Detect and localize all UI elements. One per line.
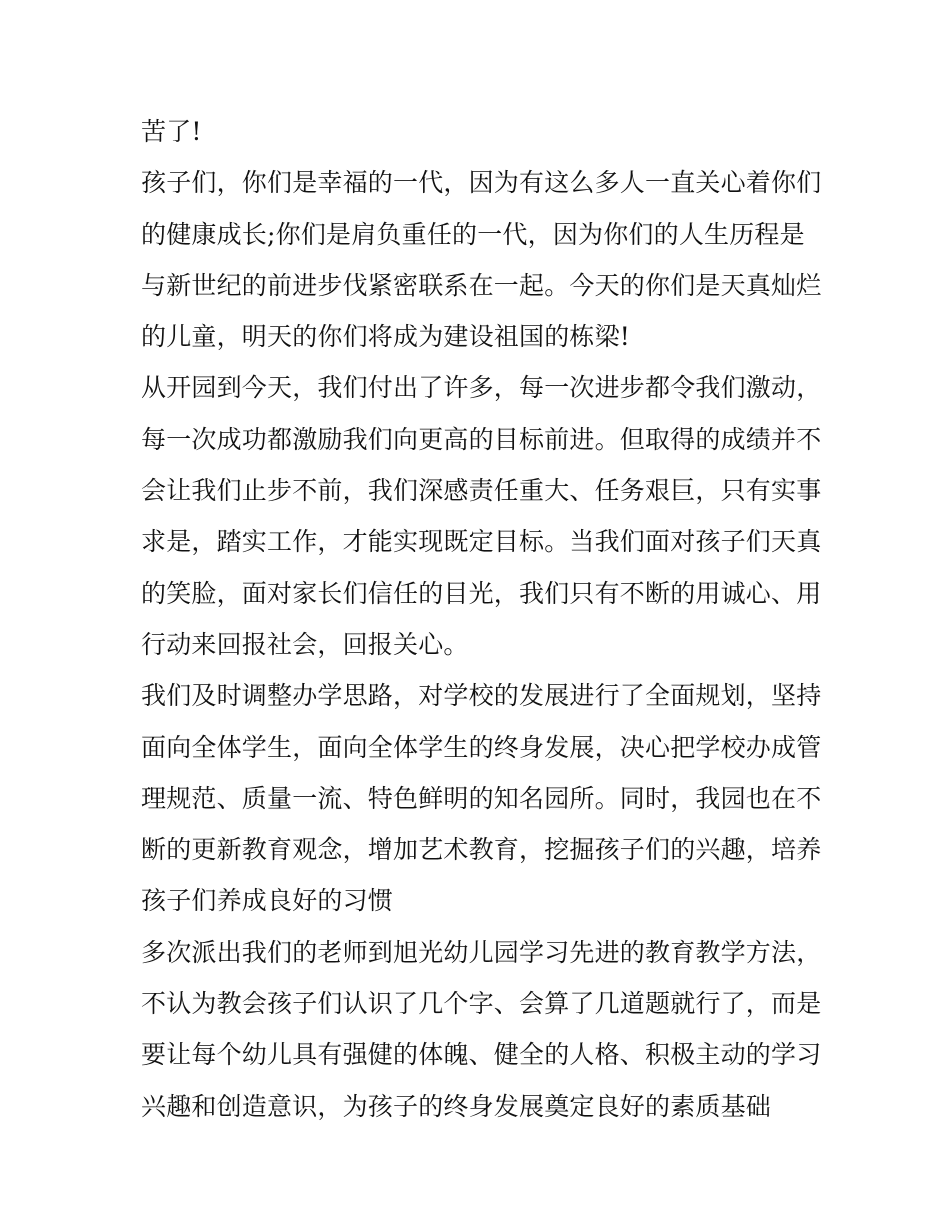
text-line: 求是，踏实工作，才能实现既定目标。当我们面对孩子们天真 [141, 527, 822, 557]
paragraph-4 [141, 670, 821, 926]
document-body [141, 106, 821, 1132]
text-line: 不认为教会孩子们认识了几个字、会算了几道题就行了，而是 [141, 989, 822, 1019]
text-line: 孩子们，你们是幸福的一代，因为有这么多人一直关心着你们 [141, 168, 822, 198]
text-line: 我们及时调整办学思路，对学校的发展进行了全面规划，坚持 [141, 681, 822, 711]
text-line: 孩子们养成良好的习惯 [141, 886, 394, 916]
text-line: 面向全体学生，面向全体学生的终身发展，决心把学校办成管 [141, 732, 822, 762]
text-line: 苦了! [141, 117, 202, 146]
text-line: 兴趣和创造意识，为孩子的终身发展奠定良好的素质基础 [141, 1091, 772, 1121]
text-line: 会让我们止步不前，我们深感责任重大、任务艰巨，只有实事 [141, 476, 822, 506]
text-line: 断的更新教育观念，增加艺术教育，挖掘孩子们的兴趣，培养 [141, 835, 822, 865]
paragraph-3 [141, 362, 821, 670]
text-line: 要让每个幼儿具有强健的体魄、健全的人格、积极主动的学习 [141, 1040, 822, 1070]
text-line: 的笑脸，面对家长们信任的目光，我们只有不断的用诚心、用 [141, 578, 822, 608]
paragraph-5 [141, 927, 821, 1132]
text-line: 每一次成功都激励我们向更高的目标前进。但取得的成绩并不 [141, 424, 822, 454]
paragraph-1 [141, 106, 821, 157]
text-line: 与新世纪的前进步伐紧密联系在一起。今天的你们是天真灿烂 [141, 270, 822, 300]
text-line: 从开园到今天，我们付出了许多，每一次进步都令我们激动， [141, 373, 822, 403]
text-line: 理规范、质量一流、特色鲜明的知名园所。同时，我园也在不 [141, 783, 822, 813]
text-line: 行动来回报社会，回报关心。 [141, 629, 469, 659]
paragraph-2 [141, 157, 821, 362]
text-line: 的儿童，明天的你们将成为建设祖国的栋梁! [141, 322, 631, 352]
text-line: 多次派出我们的老师到旭光幼儿园学习先进的教育教学方法， [141, 937, 822, 967]
text-line: 的健康成长;你们是肩负重任的一代，因为你们的人生历程是 [141, 219, 805, 249]
